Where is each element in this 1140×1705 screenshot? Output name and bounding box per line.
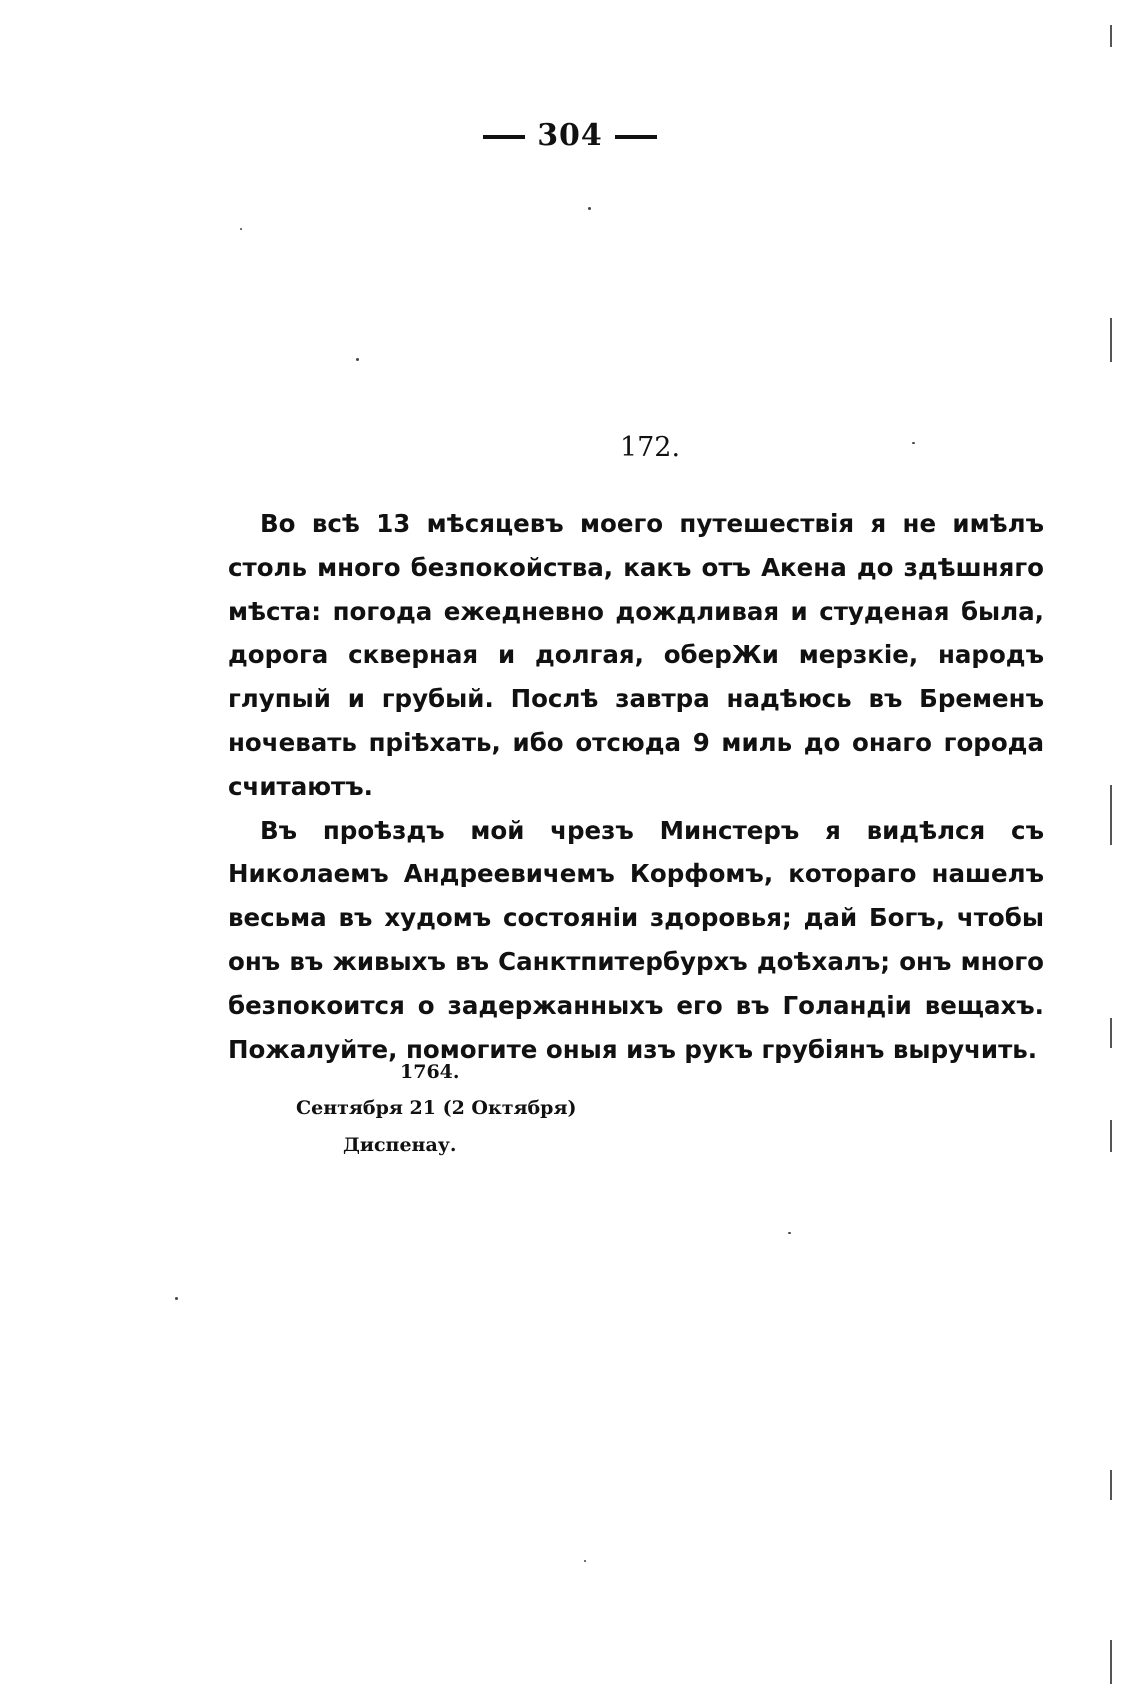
page-number-text: 304 bbox=[537, 118, 603, 153]
scan-speck bbox=[240, 228, 242, 230]
scan-edge-mark bbox=[1110, 318, 1112, 362]
scan-edge-mark bbox=[1110, 785, 1112, 845]
signature-date: Сентября 21 (2 Октября) bbox=[296, 1097, 577, 1119]
paragraph-1: Во всѣ 13 мѣсяцевъ моего путешествія я не имѣлъ столь много безпокойства, какъ отъ Акена до здѣшняго мѣста: погода ежедневно дождливая и студеная была, дорога скверная и долгая, оберЖи мерзкіе, народъ глупый и грубый. Послѣ завтра надѣюсь въ Бременъ ночевать пріѣхать, ибо отсюда 9 миль до онаго города считаютъ. bbox=[228, 509, 1044, 801]
page-number bbox=[0, 118, 1140, 153]
scan-edge-mark bbox=[1110, 1640, 1112, 1684]
signature-place: Диспенау. bbox=[343, 1134, 457, 1156]
scan-speck bbox=[356, 358, 359, 361]
scan-speck bbox=[788, 1232, 791, 1234]
scan-edge-mark bbox=[1110, 1470, 1112, 1500]
scan-speck bbox=[584, 1560, 586, 1562]
scan-edge-mark bbox=[1110, 1120, 1112, 1152]
paragraph-2: Въ проѣздъ мой чрезъ Минстеръ я видѣлся съ Николаемъ Андреевичемъ Корфомъ, котораго нашелъ весьма въ худомъ состояніи здоровья; дай Богъ, чтобы онъ въ живыхъ въ Санктпитербурхъ доѣхалъ; онъ много безпокоится о задержанныхъ его въ Голандіи вещахъ. Пожалуйте, помогите оныя изъ рукъ грубіянъ выручить. bbox=[228, 815, 1044, 1064]
letter-body bbox=[228, 502, 1044, 1071]
left-dash bbox=[483, 135, 525, 139]
scan-speck bbox=[588, 207, 591, 210]
scan-edge-mark bbox=[1110, 25, 1112, 47]
right-dash bbox=[615, 135, 657, 139]
scan-speck bbox=[912, 442, 915, 444]
scan-speck bbox=[175, 1297, 178, 1300]
signature-year: 1764. bbox=[400, 1061, 460, 1083]
letter-number: 172. bbox=[619, 432, 681, 463]
scan-edge-mark bbox=[1110, 1018, 1112, 1048]
